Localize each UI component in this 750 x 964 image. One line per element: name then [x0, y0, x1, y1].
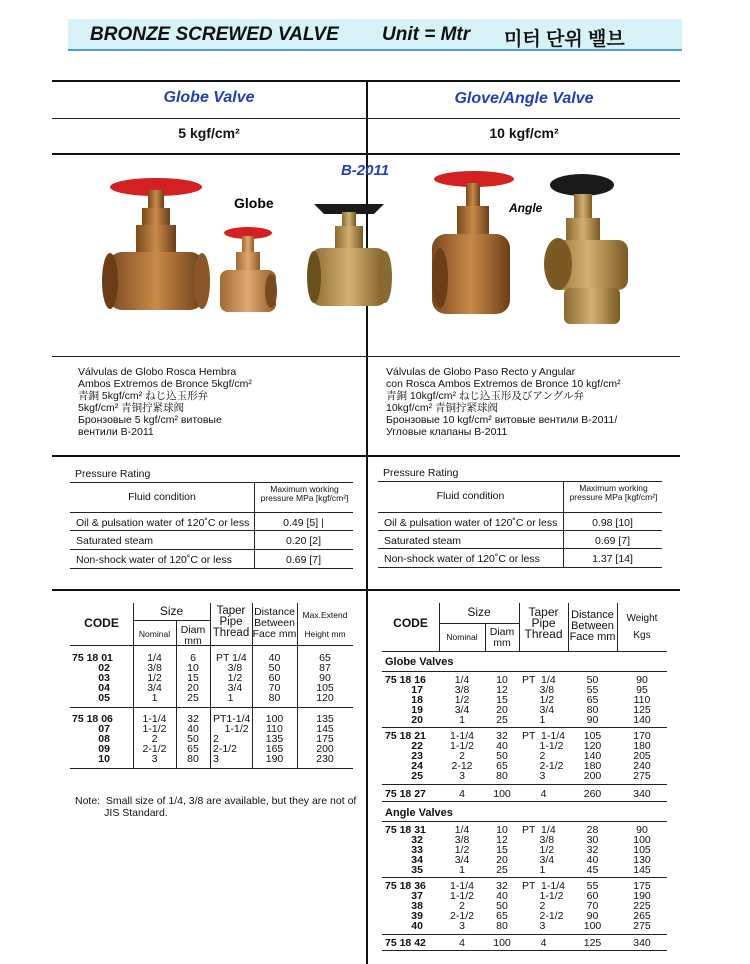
pressure-value: 0.69 [7]	[285, 554, 322, 566]
diam-cell: 10 12 15 20 25	[496, 674, 508, 726]
angle-valves-label: Angle Valves	[385, 807, 453, 819]
diam-header: Diam mm	[180, 624, 206, 647]
code-header: CODE	[393, 616, 428, 630]
weight-cell: 340	[633, 937, 651, 949]
distance-cell: 40 50 60 70 80	[268, 652, 281, 704]
taper-header: Taper Pipe Thread	[212, 605, 250, 639]
weight-cell: 90 95 110 125 140	[633, 674, 651, 726]
right-desc-line: con Rosca Ambos Extremos de Bronce 10 kgf/cm²	[386, 378, 621, 390]
left-description	[78, 366, 252, 438]
globe-valves-label: Globe Valves	[385, 656, 454, 668]
fluid-condition: Saturated steam	[384, 535, 462, 547]
taper-cell: PT 1-1/4 1-1/2 2 2-1/2 3	[522, 730, 565, 782]
diam-cell: 10 12 15 20 25	[496, 824, 508, 876]
nominal-header: Nominal	[138, 629, 171, 639]
right-pressure-table	[378, 481, 662, 568]
right-desc-line: Válvulas de Globo Paso Recto y Angular	[386, 366, 576, 378]
left-pressure: 5 kgf/cm²	[178, 125, 240, 141]
max-pressure-header: Maximum working pressure MPa [kgf/cm²]	[260, 484, 349, 503]
nominal-cell: 1-1/4 1-1/2 2 2-1/2 3	[142, 713, 167, 765]
distance-cell: 28 30 32 40 45	[586, 824, 599, 876]
header-bar	[68, 19, 682, 51]
pressure-value: 0.49 [5] |	[283, 517, 324, 529]
code-cell: 75 18 16 17 18 19 20	[385, 674, 426, 726]
left-desc-line: 5kgf/cm² 青铜拧紧球阀	[78, 402, 185, 414]
right-description	[386, 366, 621, 438]
weight-cell: 90 100 105 130 145	[633, 824, 651, 876]
model-label: B-2011	[340, 162, 390, 179]
distance-header: Distance Between Face mm	[252, 606, 297, 640]
diam-cell: 100	[493, 937, 511, 949]
pressure-value: 0.20 [2]	[285, 535, 322, 547]
code-cell: 75 18 31 32 33 34 35	[385, 824, 426, 876]
taper-cell: 4	[540, 788, 547, 800]
distance-cell: 260	[583, 788, 602, 800]
distance-cell: 125	[583, 937, 602, 949]
valve-photos	[52, 170, 680, 356]
diam-cell: 6 10 15 20 25	[187, 652, 199, 704]
fluid-condition-header: Fluid condition	[128, 491, 196, 503]
right-desc-line: Угловые клапаны B-2011	[386, 426, 508, 438]
right-desc-line: Бронзовые 10 kgf/cm² витовые вентили B-2011/	[386, 414, 618, 426]
kgs-header: Kgs	[633, 630, 651, 641]
globe-valve-red-10k	[432, 171, 514, 314]
fluid-condition: Oil & pulsation water of 120˚C or less	[76, 517, 250, 529]
weight-header: Weight	[626, 613, 658, 624]
desc-rule	[52, 356, 680, 357]
diam-cell: 32 40 50 65 80	[496, 730, 508, 782]
right-spec-table	[382, 603, 667, 951]
diam-header: Diam mm	[489, 626, 515, 649]
diam-cell: 100	[493, 788, 511, 800]
spec-section-rule	[52, 589, 680, 591]
nominal-cell: 1/4 3/8 1/2 3/4 1	[454, 674, 470, 726]
height-cell: 65 87 90 105 120	[316, 652, 334, 704]
right-pressure: 10 kgf/cm²	[489, 125, 559, 141]
taper-cell: PT 1/4 3/8 1/2 3/4 1	[522, 674, 556, 726]
taper-cell: PT1-1/4 1-1/2 2 2-1/2 3	[213, 713, 251, 765]
taper-header: Taper Pipe Thread	[524, 605, 563, 641]
nominal-cell: 1/4 3/8 1/2 3/4 1	[147, 652, 162, 704]
title-rule	[52, 118, 680, 119]
nominal-header: Nominal	[446, 632, 478, 642]
header-title: BRONZE SCREWED VALVE	[90, 24, 339, 45]
pressure-value: 0.69 [7]	[594, 535, 631, 547]
globe-photo-label: Globe	[234, 195, 274, 211]
nominal-cell: 1/4 3/8 1/2 3/4 1	[454, 824, 470, 876]
height-header: Height mm	[304, 629, 346, 639]
max-extend-header: Max.Extend	[302, 610, 348, 620]
nominal-cell: 1-1/4 1-1/2 2 2-1/2 3	[450, 880, 474, 932]
nominal-cell: 4	[459, 788, 465, 800]
code-cell: 75 18 36 37 38 39 40	[385, 880, 426, 932]
globe-valve-large	[102, 178, 210, 310]
right-desc-line: 10kgf/cm² 青铜拧紧球阀	[386, 402, 499, 414]
right-pressure-caption: Pressure Rating	[383, 467, 459, 479]
max-pressure-header: Maximum working pressure MPa [kgf/cm²]	[569, 483, 658, 502]
header-korean: 미터 단위 밸브	[504, 29, 625, 50]
code-header: CODE	[84, 616, 119, 630]
distance-header: Distance Between Face mm	[569, 609, 616, 643]
fluid-condition: Non-shock water of 120˚C or less	[76, 554, 232, 566]
header-unit: Unit = Mtr	[382, 24, 471, 45]
pressure-section-rule	[52, 455, 680, 457]
distance-cell: 50 55 65 80 90	[586, 674, 599, 726]
globe-valve-small	[220, 227, 277, 312]
distance-cell: 105 120 140 180 200	[583, 730, 602, 782]
angle-photo-label: Angle	[509, 201, 543, 215]
nominal-cell: 1-1/4 1-1/2 2 2-12 3	[450, 730, 474, 782]
left-pressure-table	[70, 482, 353, 569]
size-header: Size	[467, 605, 491, 619]
fluid-condition: Oil & pulsation water of 120˚C or less	[384, 517, 558, 529]
note-text: Note: Small size of 1/4, 3/8 are available, but they are not of JIS Standard.	[75, 795, 357, 819]
left-desc-line: вентили B-2011	[78, 426, 154, 438]
distance-cell: 55 60 70 90 100	[583, 880, 602, 932]
weight-cell: 340	[633, 788, 651, 800]
taper-cell: PT 1-1/4 1-1/2 2 2-1/2 3	[522, 880, 565, 932]
pressure-value: 0.98 [10]	[592, 517, 633, 529]
weight-cell: 175 190 225 265 275	[633, 880, 651, 932]
angle-valve	[544, 174, 628, 324]
left-desc-line: Ambos Extremos de Bronce 5kgf/cm²	[78, 378, 252, 390]
taper-cell: 4	[540, 937, 547, 949]
code-cell: 75 18 42	[385, 937, 426, 949]
pressure-rule	[52, 153, 680, 155]
left-title: Globe Valve	[163, 89, 255, 106]
distance-cell: 100 110 135 165 190	[265, 713, 284, 765]
left-desc-line: 青銅 5kgf/cm² ねじ込玉形弁	[78, 390, 209, 402]
globe-valve-black-wheel	[307, 204, 392, 306]
code-cell: 75 18 21 22 23 24 25	[385, 730, 426, 782]
code-cell: 75 18 01 02 03 04 05	[72, 652, 113, 704]
diam-cell: 32 40 50 65 80	[187, 713, 199, 765]
left-desc-line: Бронзовые 5 kgf/cm² витовые	[78, 414, 222, 426]
fluid-condition: Saturated steam	[76, 535, 154, 547]
size-header: Size	[159, 604, 184, 618]
right-title: Glove/Angle Valve	[454, 90, 594, 107]
code-cell: 75 18 27	[385, 788, 426, 800]
taper-cell: PT 1/4 3/8 1/2 3/4 1	[216, 652, 247, 704]
left-desc-line: Válvulas de Globo Rosca Hembra	[78, 366, 237, 378]
height-cell: 135 145 175 200 230	[316, 713, 334, 765]
right-desc-line: 青銅 10kgf/cm² ねじ込玉形及びアングル弁	[386, 390, 584, 402]
weight-cell: 170 180 205 240 275	[633, 730, 651, 782]
fluid-condition-header: Fluid condition	[436, 490, 505, 502]
fluid-condition: Non-shock water of 120˚C or less	[384, 553, 540, 565]
left-spec-table	[70, 603, 353, 769]
diam-cell: 32 40 50 65 80	[496, 880, 508, 932]
nominal-cell: 4	[459, 937, 465, 949]
taper-cell: PT 1/4 3/8 1/2 3/4 1	[522, 824, 556, 876]
code-cell: 75 18 06 07 08 09 10	[72, 713, 113, 765]
pressure-value: 1.37 [14]	[592, 553, 633, 565]
left-pressure-caption: Pressure Rating	[75, 468, 151, 480]
